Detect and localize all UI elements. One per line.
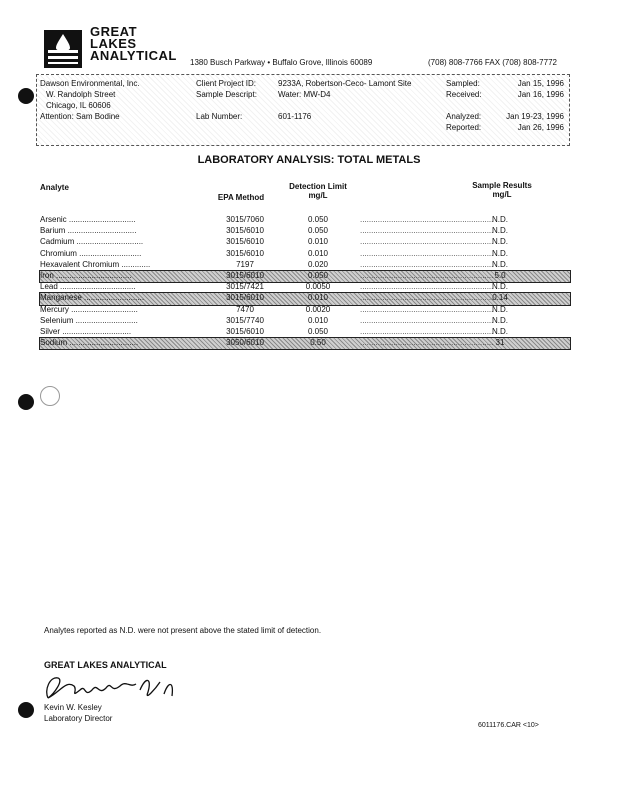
col-detection: Detection Limit mg/L [289,182,347,200]
result-cell: 5.0 [494,270,506,280]
dot-leader: ............................................................ [360,270,494,280]
table-row [40,260,570,271]
epa-method-cell: 3015/6010 [226,248,264,258]
detection-limit-cell: 0.020 [307,259,329,269]
detection-limit-cell: 0.0050 [305,282,331,292]
dot-leader: ............................................................ [360,215,494,224]
lab-address: 1380 Busch Parkway • Buffalo Grove, Illinois 60089 [190,58,373,67]
dot-leader: ............................................................ [360,259,494,269]
punch-hole [18,88,34,104]
detection-limit-cell: 0.010 [307,237,329,247]
handwritten-signature [40,668,190,704]
dot-leader: ............................................................ [360,237,494,247]
result-cell: 31 [495,338,505,348]
analyte-cell: Selenium ............................ [40,315,138,325]
detection-limit-cell: 0.50 [310,338,326,348]
epa-method-cell: 3015/7060 [226,215,264,224]
table-row [40,271,570,282]
date-values: Jan 15, 1996 Jan 16, 1996 Jan 19-23, 1996 Jan 26, 1996 [506,79,564,132]
col-results: Sample Results mg/L [472,181,532,199]
analyte-cell: Arsenic .............................. [40,215,136,224]
dot-leader: ............................................................ [360,293,494,303]
dot-leader: ............................................................ [360,326,494,336]
detection-limit-cell: 0.050 [307,215,329,224]
result-cell: N.D. [492,315,508,325]
analyte-cell: Barium ............................... [40,226,137,236]
dot-leader: ............................................................ [360,304,494,314]
table-row [40,237,570,248]
table-row [40,305,570,316]
signature-company: GREAT LAKES ANALYTICAL [44,660,167,670]
dot-leader: ............................................................ [360,315,494,325]
table-row [40,249,570,260]
detection-limit-cell: 0.010 [307,248,329,258]
client-block: Dawson Environmental, Inc. W. Randolph Street Chicago, IL 60606 Attention: Sam Bodine [40,79,140,121]
detection-limit-cell: 0.0020 [305,304,331,314]
punch-hole-outline [40,386,60,406]
results-table [40,215,570,349]
project-labels: Client Project ID: Sample Descript: Lab Number: [196,79,257,121]
epa-method-cell: 3050/6010 [226,338,264,348]
punch-hole [18,702,34,718]
signatory: Kevin W. Kesley Laboratory Director [44,703,113,723]
footnote: Analytes reported as N.D. were not present above the stated limit of detection. [44,626,322,635]
analyte-cell: Mercury .............................. [40,304,138,314]
result-cell: N.D. [492,259,508,269]
col-analyte: Analyte [40,183,69,192]
result-cell: N.D. [492,326,508,336]
epa-method-cell: 3015/6010 [226,270,264,280]
result-cell: N.D. [492,226,508,236]
detection-limit-cell: 0.050 [307,270,329,280]
dot-leader: ............................................................ [360,282,494,292]
lab-phone-fax: (708) 808-7766 FAX (708) 808-7772 [428,58,557,67]
table-row [40,282,570,293]
project-values: 9233A, Robertson-Ceco- Lamont Site Water: MW-D4 601-1176 [278,79,412,121]
analyte-cell: Sodium ............................... [40,338,139,348]
epa-method-cell: 3015/6010 [226,293,264,303]
analyte-cell: Iron .................................. [40,270,132,280]
detection-limit-cell: 0.010 [307,315,329,325]
analyte-cell: Silver ............................... [40,326,132,336]
detection-limit-cell: 0.050 [307,226,329,236]
epa-method-cell: 3015/6010 [226,237,264,247]
analyte-cell: Manganese ........................... [40,293,145,303]
lab-name: GREAT LAKES ANALYTICAL [90,24,177,63]
analyte-cell: Chromium ............................ [40,248,142,258]
table-row [40,226,570,237]
analyte-cell: Hexavalent Chromium ............. [40,259,151,269]
table-row [40,338,570,349]
table-row [40,293,570,304]
detection-limit-cell: 0.050 [307,326,329,336]
result-cell: N.D. [492,237,508,247]
lab-logo [44,30,82,68]
dot-leader: ............................................................ [360,248,494,258]
document-reference: 6011176.CAR <10> [478,722,539,729]
epa-method-cell: 3015/6010 [226,326,264,336]
detection-limit-cell: 0.010 [307,293,329,303]
result-cell: N.D. [492,282,508,292]
epa-method-cell: 3015/7740 [226,315,264,325]
analyte-cell: Lead .................................. [40,282,136,292]
punch-hole [18,394,34,410]
result-cell: N.D. [492,215,508,224]
epa-method-cell: 7470 [236,304,254,314]
date-labels: Sampled: Received: Analyzed: Reported: [446,79,482,132]
table-row [40,327,570,338]
result-cell: 0.14 [492,293,508,303]
epa-method-cell: 3015/6010 [226,226,264,236]
result-cell: N.D. [492,304,508,314]
dot-leader: ............................................................ [360,226,494,236]
table-row [40,215,570,226]
epa-method-cell: 3015/7421 [226,282,264,292]
report-title: LABORATORY ANALYSIS: TOTAL METALS [197,154,421,166]
epa-method-cell: 7197 [236,259,254,269]
result-cell: N.D. [492,248,508,258]
analyte-cell: Cadmium .............................. [40,237,144,247]
table-row [40,316,570,327]
dot-leader: ............................................................ [360,338,494,348]
col-epa: EPA Method [217,193,265,202]
